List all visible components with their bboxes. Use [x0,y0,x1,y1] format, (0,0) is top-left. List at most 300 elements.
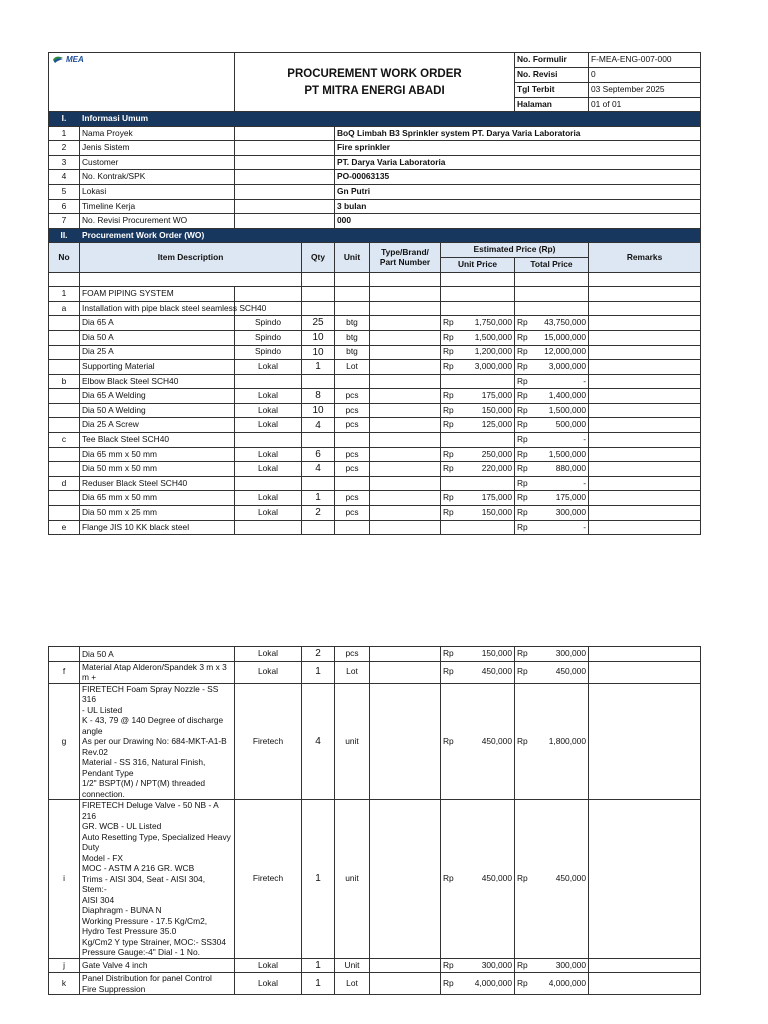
item-brand: Lokal [235,506,302,521]
item-qty: 1 [302,800,335,959]
col-type-brand [370,243,441,272]
info-label: No. Kontrak/SPK [80,170,235,185]
item-unit [335,287,370,302]
info-value: 3 bulan [335,199,701,214]
info-row [49,141,701,156]
currency-label: Rp [517,521,528,532]
unit-price-wrap [443,493,512,503]
item-qty: 4 [302,462,335,477]
item-qty: 10 [302,403,335,418]
unit-price [441,316,515,331]
total-price [515,301,589,316]
description-line: Panel Distribution for panel Control [82,973,212,984]
unit-price-value: 450,000 [481,735,512,746]
total-price [515,973,589,995]
col-type-line-1: Type/Brand/ [381,246,429,257]
info-number: 2 [49,141,80,156]
item-brand: Firetech [235,683,302,800]
title-line-1: PROCUREMENT WORK ORDER [287,67,462,80]
item-number: c [49,433,80,448]
description-line: Rev.02 [82,746,108,757]
currency-label: Rp [443,666,454,677]
item-remarks [589,506,701,521]
currency-label: Rp [517,959,528,970]
description-line: 1/2" BSPT(M) / NPT(M) threaded [82,778,206,789]
info-number: 4 [49,170,80,185]
unit-price-wrap [443,318,512,328]
unit-price [441,462,515,477]
total-price-value: - [583,521,586,532]
item-brand: Spindo [235,330,302,345]
column-header-row [49,243,701,258]
total-price-wrap [517,377,586,387]
currency-label: Rp [517,331,528,342]
unit-price-wrap [443,649,512,659]
currency-label: Rp [443,331,454,342]
total-price-wrap [517,493,586,503]
currency-label: Rp [517,873,528,884]
currency-label: Rp [517,477,528,488]
currency-label: Rp [517,346,528,357]
item-number: b [49,374,80,389]
item-qty: 2 [302,506,335,521]
meta-value: 01 of 01 [589,98,701,113]
item-unit [335,476,370,491]
info-value: PT. Darya Varia Laboratoria [335,155,701,170]
total-price-value: 300,000 [555,647,586,658]
currency-label: Rp [443,492,454,503]
item-qty [302,433,335,448]
item-unit: btg [335,330,370,345]
description-line: Trims - AISI 304, Seat - AISI 304, Stem:- [82,873,206,895]
item-description: Tee Black Steel SCH40 [80,433,235,448]
description-line: m + [82,672,97,683]
description-line: angle [82,725,103,736]
table-row [49,973,701,995]
unit-price [441,301,515,316]
item-qty: 1 [302,958,335,973]
item-number [49,506,80,521]
procurement-table-page-1 [48,111,701,535]
currency-label: Rp [517,434,528,445]
item-unit: pcs [335,506,370,521]
description-line: connection. [82,788,125,799]
item-qty: 4 [302,683,335,800]
procurement-table-page-2 [48,646,701,995]
unit-price-value: 1,750,000 [474,317,512,328]
item-number: a [49,301,80,316]
total-price-value: 450,000 [555,666,586,677]
section-header-work-order [49,228,701,243]
col-qty: Qty [302,243,335,272]
item-description: Dia 50 mm x 50 mm [80,462,235,477]
table-row [49,506,701,521]
total-price [515,345,589,360]
item-brand: Lokal [235,418,302,433]
unit-price-value: 175,000 [481,492,512,503]
total-price [515,433,589,448]
item-description [80,973,235,995]
item-brand [235,476,302,491]
description-line: Hydro Test Pressure 35.0 [82,926,177,937]
info-label: Lokasi [80,184,235,199]
currency-label: Rp [517,390,528,401]
unit-price-wrap [443,961,512,971]
table-row [49,491,701,506]
total-price-value: - [583,375,586,386]
info-row [49,170,701,185]
item-type-part [370,462,441,477]
total-price-value: - [583,434,586,445]
currency-label: Rp [517,647,528,658]
item-type-part [370,683,441,800]
currency-label: Rp [443,507,454,517]
item-qty: 6 [302,447,335,462]
item-number [49,462,80,477]
info-spacer [235,141,335,156]
info-row [49,199,701,214]
unit-price [441,683,515,800]
item-number [49,403,80,418]
info-number: 1 [49,126,80,141]
meta-key: No. Formulir [515,53,589,68]
total-price-wrap [517,391,586,401]
unit-price [441,647,515,662]
item-brand: Lokal [235,403,302,418]
item-type-part [370,491,441,506]
total-price-wrap [517,508,586,518]
unit-price-value: 1,500,000 [474,331,512,342]
item-unit [335,520,370,535]
item-type-part [370,647,441,662]
currency-label: Rp [443,404,454,415]
item-type-part [370,661,441,683]
info-spacer [235,170,335,185]
item-remarks [589,661,701,683]
info-row [49,184,701,199]
item-qty: 1 [302,973,335,995]
item-remarks [589,287,701,302]
item-number [49,360,80,375]
item-brand [235,287,302,302]
item-brand: Lokal [235,958,302,973]
item-type-part [370,958,441,973]
item-remarks [589,418,701,433]
currency-label: Rp [517,448,528,459]
item-description: Installation with pipe black steel seamless SCH40 [80,301,235,316]
item-type-part [370,345,441,360]
item-unit: pcs [335,389,370,404]
info-label: Jenis Sistem [80,141,235,156]
unit-price-wrap [443,347,512,357]
table-row [49,316,701,331]
item-remarks [589,447,701,462]
item-type-part [370,506,441,521]
total-price [515,683,589,800]
unit-price-value: 3,000,000 [474,361,512,372]
item-remarks [589,491,701,506]
item-remarks [589,973,701,995]
item-unit: unit [335,683,370,800]
table-row [49,403,701,418]
total-price-value: 4,000,000 [548,977,586,988]
total-price-value: 175,000 [555,492,586,503]
item-number [49,389,80,404]
unit-price-value: 450,000 [481,666,512,677]
table-row [49,374,701,389]
total-price-value: 3,000,000 [548,361,586,372]
unit-price-wrap [443,874,512,884]
unit-price-wrap [443,667,512,677]
total-price-wrap [517,362,586,372]
total-price-wrap [517,737,586,747]
item-qty [302,374,335,389]
meta-key: No. Revisi [515,68,589,83]
currency-label: Rp [517,375,528,386]
total-price [515,360,589,375]
description-line: Pendant Type [82,767,134,778]
item-remarks [589,360,701,375]
total-price-wrap [517,406,586,416]
table-row [49,330,701,345]
total-price-wrap [517,464,586,474]
table-row [49,389,701,404]
unit-price-wrap [443,391,512,401]
info-row [49,214,701,229]
total-price [515,418,589,433]
unit-price [441,374,515,389]
company-logo [52,55,84,64]
item-number: k [49,973,80,995]
item-qty [302,301,335,316]
item-remarks [589,683,701,800]
item-description: Dia 25 A Screw [80,418,235,433]
table-row [49,800,701,959]
currency-label: Rp [443,390,454,401]
item-number: d [49,476,80,491]
total-price [515,462,589,477]
item-description: Dia 50 A Welding [80,403,235,418]
info-value: 000 [335,214,701,229]
currency-label: Rp [443,317,454,328]
item-type-part [370,316,441,331]
total-price-value: 1,800,000 [548,735,586,746]
unit-price-wrap [443,362,512,372]
item-number: g [49,683,80,800]
item-unit: pcs [335,647,370,662]
unit-price [441,520,515,535]
description-line: Diaphragm - BUNA N [82,905,162,916]
currency-label: Rp [443,647,454,658]
col-estimated-price: Estimated Price (Rp) [441,243,589,258]
item-description: Dia 65 mm x 50 mm [80,491,235,506]
unit-price [441,287,515,302]
item-qty: 10 [302,330,335,345]
item-number: j [49,958,80,973]
unit-price [441,476,515,491]
description-line: Fire Suppression [82,983,146,994]
item-number: f [49,661,80,683]
total-price [515,506,589,521]
item-unit: pcs [335,491,370,506]
item-description: FOAM PIPING SYSTEM [80,287,235,302]
total-price-wrap [517,523,586,533]
meta-key: Halaman [515,98,589,113]
currency-label: Rp [443,873,454,884]
unit-price [441,433,515,448]
description-line: GR. WCB - UL Listed [82,821,162,832]
unit-price [441,800,515,959]
item-brand: Spindo [235,316,302,331]
total-price [515,403,589,418]
item-qty: 4 [302,418,335,433]
description-line: AISI 304 [82,894,115,905]
meta-key: Tgl Terbit [515,83,589,98]
info-spacer [235,126,335,141]
item-unit: unit [335,800,370,959]
item-remarks [589,433,701,448]
total-price-value: 1,500,000 [548,404,586,415]
description-line: Working Pressure - 17.5 Kg/Cm2, [82,915,208,926]
col-no: No [49,243,80,272]
currency-label: Rp [517,361,528,372]
total-price-value: 1,400,000 [548,390,586,401]
item-qty: 25 [302,316,335,331]
item-brand: Lokal [235,462,302,477]
item-remarks [589,374,701,389]
total-price [515,316,589,331]
currency-label: Rp [517,507,528,517]
total-price [515,491,589,506]
item-unit: btg [335,316,370,331]
item-remarks [589,476,701,491]
total-price-value: - [583,477,586,488]
info-spacer [235,155,335,170]
unit-price-wrap [443,737,512,747]
currency-label: Rp [443,346,454,357]
item-description [80,647,235,662]
item-brand: Firetech [235,800,302,959]
item-type-part [370,520,441,535]
title-line-2: PT MITRA ENERGI ABADI [304,84,445,97]
unit-price [441,506,515,521]
total-price-value: 880,000 [555,463,586,474]
table-row [49,433,701,448]
item-remarks [589,462,701,477]
total-price [515,520,589,535]
item-unit: pcs [335,447,370,462]
unit-price-value: 450,000 [481,873,512,884]
description-line: K - 43, 79 @ 140 Degree of discharge [82,715,224,726]
unit-price [441,330,515,345]
table-row [49,520,701,535]
unit-price [441,418,515,433]
item-qty: 10 [302,345,335,360]
info-spacer [235,184,335,199]
total-price-wrap [517,667,586,677]
description-line: FIRETECH Deluge Valve - 50 NB - A 216 [82,800,219,821]
unit-price-value: 175,000 [481,390,512,401]
unit-price-wrap [443,406,512,416]
description-line: Duty [82,842,100,853]
description-line: Model - FX [82,852,123,863]
section-number: II. [49,228,80,243]
item-type-part [370,800,441,959]
item-number [49,330,80,345]
unit-price-value: 250,000 [481,448,512,459]
info-label: Nama Proyek [80,126,235,141]
unit-price [441,360,515,375]
item-description: Reduser Black Steel SCH40 [80,476,235,491]
unit-price-wrap [443,508,512,518]
total-price-wrap [517,874,586,884]
item-remarks [589,647,701,662]
unit-price-wrap [443,333,512,343]
total-price-wrap [517,318,586,328]
item-qty: 2 [302,647,335,662]
table-row [49,647,701,662]
info-number: 7 [49,214,80,229]
item-type-part [370,403,441,418]
description-line: - UL Listed [82,704,123,715]
total-price-value: 500,000 [555,419,586,430]
currency-label: Rp [517,735,528,746]
total-price [515,389,589,404]
item-brand: Lokal [235,447,302,462]
currency-label: Rp [517,977,528,988]
item-type-part [370,301,441,316]
unit-price-wrap [443,464,512,474]
item-description [80,661,235,683]
table-row [49,683,701,800]
info-value: PO-00063135 [335,170,701,185]
col-total-price: Total Price [515,257,589,272]
table-row [49,287,701,302]
item-type-part [370,418,441,433]
total-price-value: 300,000 [555,959,586,970]
unit-price [441,345,515,360]
item-number: 1 [49,287,80,302]
item-unit: Lot [335,973,370,995]
total-price-wrap [517,649,586,659]
description-line: MOC - ASTM A 216 GR. WCB [82,863,195,874]
total-price-wrap [517,347,586,357]
unit-price [441,958,515,973]
item-description: Supporting Material [80,360,235,375]
total-price-wrap [517,450,586,460]
item-qty: 1 [302,360,335,375]
item-remarks [589,330,701,345]
info-label: Timeline Kerja [80,199,235,214]
item-unit: Unit [335,958,370,973]
table-row [49,418,701,433]
item-remarks [589,403,701,418]
table-row [49,360,701,375]
item-brand: Lokal [235,360,302,375]
table-row [49,447,701,462]
item-brand: Lokal [235,661,302,683]
item-brand: Lokal [235,491,302,506]
total-price [515,647,589,662]
meta-value: 0 [589,68,701,83]
total-price-value: 450,000 [555,873,586,884]
total-price-value: 43,750,000 [544,317,586,328]
description-line: Material - SS 316, Natural Finish, [82,757,206,768]
total-price-value: 1,500,000 [548,448,586,459]
logo-cell [49,53,235,113]
item-unit [335,374,370,389]
unit-price-value: 220,000 [481,463,512,474]
